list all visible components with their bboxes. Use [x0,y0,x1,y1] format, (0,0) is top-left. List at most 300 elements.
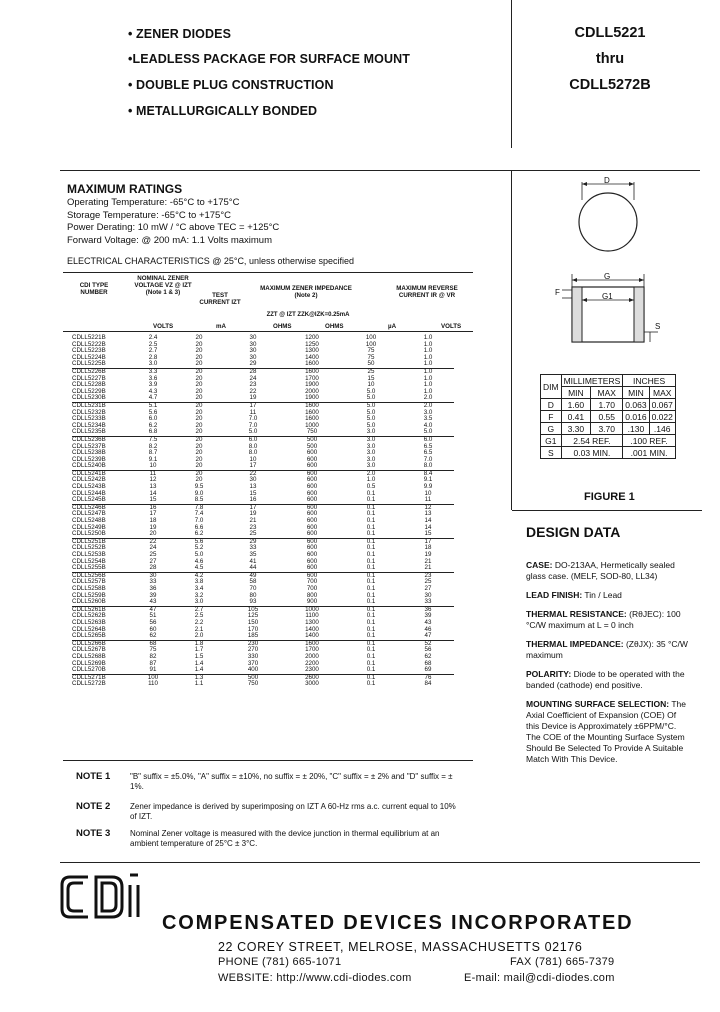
cell-value: 6.5 [423,449,433,457]
part-number: CDLL5224B [72,353,106,361]
part-number: CDLL5248B [72,517,106,525]
dim-cell: F [541,411,562,423]
cell-value: 9.1 [148,455,158,463]
cell-value: 47 [149,605,157,613]
cell-value: 2200 [305,659,319,667]
part-number: CDLL5222B [72,340,106,348]
rule-footer [60,862,700,863]
design-item-text: (RθJEC): 100 °C/W maximum at L = 0 inch [526,609,681,630]
design-item-text: Tin / Lead [584,590,622,600]
label-s: S [655,322,661,331]
cell-value: 600 [306,517,318,525]
cell-value: 230 [247,639,259,647]
cell-value: 20 [195,442,203,450]
cell-value: 9.5 [194,483,204,491]
label-f: F [555,288,560,297]
cell-value: 100 [365,334,377,341]
cell-value: 69 [424,666,432,674]
cell-value: 600 [306,544,318,552]
table-row [72,382,454,389]
cell-value: 2.7 [194,605,204,613]
cell-value: 29 [249,537,257,545]
cell-value: 15 [424,530,432,538]
cell-value: 0.1 [366,639,376,647]
part-number: CDLL5260B [72,598,106,606]
design-item-heading: CASE: [526,560,553,570]
cell-value: 1.0 [366,476,376,484]
hdr-current: TEST CURRENT IZT [199,292,241,306]
cell-value: 8.0 [248,442,258,450]
divider-top [511,0,512,148]
cell-value: 20 [195,455,203,463]
note3-text: Nominal Zener voltage is measured with the device junction in thermal equilibrium at an ambient temperature of 25°C ± 3°C. [130,829,440,848]
cell-value: 15 [367,374,375,382]
part-number: CDLL5262B [72,612,106,620]
design-item [526,609,691,631]
cell-value: 0.1 [366,551,376,558]
cell-value: 10 [249,455,257,463]
cell-value: 5.0 [366,394,376,402]
cell-value: 6.5 [423,442,433,450]
cell-value: 1.7 [194,646,204,654]
cell-value: 0.1 [366,598,376,606]
cell-value: 3.0 [148,360,158,368]
dim-cell: 0.55 [591,411,623,423]
hdr-impedance-sub: ZZT @ IZT ZZK@IZK=0.25mA [266,312,350,318]
cell-value: 5.0 [248,428,258,436]
cell-value: 1.5 [194,652,204,660]
cell-value: 44 [249,564,257,572]
cell-value: 14 [424,523,432,531]
cell-value: 3.5 [423,415,433,423]
cell-value: 80 [249,591,257,599]
cell-value: 68 [424,659,432,667]
dim-cell: 3.70 [591,423,623,435]
cell-value: 20 [195,387,203,395]
website[interactable]: WEBSITE: http://www.cdi-diodes.com [218,972,412,984]
design-item-text: (ZθJX): 35 °C/W maximum [526,639,688,660]
cell-value: 87 [149,659,157,667]
cell-value: 0.1 [366,618,376,626]
cell-value: 27 [424,584,432,592]
cell-value: 6.2 [194,530,204,538]
part-number: CDLL5272B [72,680,106,688]
cell-value: 500 [306,435,318,443]
cell-value: 1.4 [194,659,204,667]
table-row [72,579,454,586]
cell-value: 0.1 [366,632,376,640]
cell-value: 1.1 [194,680,204,688]
cell-value: 600 [306,523,318,531]
table-row [72,348,454,355]
cell-value: 1.0 [423,340,433,348]
dim-header: DIM [541,375,562,399]
cell-value: 1700 [305,374,319,382]
cell-value: 3.3 [148,367,158,375]
part-number: CDLL5249B [72,523,106,531]
table-row [72,376,454,383]
cell-value: 1600 [305,415,319,423]
cell-value: 0.1 [366,584,376,592]
cell-value: 22 [249,387,257,395]
hdr-type: CDI TYPE NUMBER [79,282,109,296]
part-number: CDLL5228B [72,381,106,389]
cell-value: 1300 [305,618,319,626]
cell-value: 0.1 [366,503,376,511]
cell-value: 1600 [305,401,319,409]
cell-value: 8.0 [248,449,258,457]
cell-value: 23 [249,381,257,389]
cell-value: 0.1 [366,496,376,504]
cell-value: 20 [195,415,203,423]
cell-value: 0.1 [366,530,376,538]
part-number: CDLL5258B [72,584,106,592]
cell-value: 30 [249,353,257,361]
dim-cell: .001 MIN. [623,447,676,459]
cell-value: 0.1 [366,537,376,545]
dim-row [541,411,676,423]
cell-value: 30 [149,571,157,579]
part-number: CDLL5229B [72,387,106,395]
cell-value: 84 [424,680,432,688]
mm-max: MAX [591,387,623,399]
cell-value: 3.6 [148,374,158,382]
cell-value: 20 [195,435,203,443]
cell-value: 900 [306,598,318,606]
cell-value: 39 [424,612,432,620]
cell-value: 41 [249,557,257,565]
cell-value: 2000 [305,387,319,395]
note1-label: NOTE 1 [76,771,111,782]
cell-value: 0.1 [366,517,376,525]
dim-row [541,447,676,459]
elec-table [72,335,454,688]
cell-value: 0.1 [366,571,376,579]
table-row [72,416,454,423]
cell-value: 20 [195,367,203,375]
cell-value: 15 [149,496,157,504]
cell-value: 33 [249,544,257,552]
cell-value: 20 [195,476,203,484]
cell-value: 25 [367,367,375,375]
cell-value: 1900 [305,394,319,402]
cell-value: 600 [306,537,318,545]
cell-value: 170 [247,625,259,633]
elec-table-wrap [72,335,472,688]
table-row [72,477,454,484]
table-units-rule [63,331,473,332]
cell-value: 20 [195,381,203,389]
cell-value: 1400 [305,632,319,640]
dim-table [540,374,676,459]
part-number: CDLL5264B [72,625,106,633]
cell-value: 2.1 [194,625,204,633]
cell-value: 9.9 [423,483,433,491]
cell-value: 2.8 [148,353,158,361]
cell-value: 21 [424,557,432,565]
cell-value: 17 [424,537,432,545]
cell-value: 600 [306,462,318,470]
cell-value: 68 [149,639,157,647]
rating-line: Forward Voltage: @ 200 mA: 1.1 Volts maximum [67,234,273,246]
divider-mid [511,170,512,510]
cell-value: 0.1 [366,666,376,674]
cell-value: 1600 [305,639,319,647]
cell-value: 43 [149,598,157,606]
cell-value: 0.1 [366,625,376,633]
mm-min: MIN [561,387,591,399]
cell-value: 8.4 [423,469,433,477]
label-g: G [604,272,611,281]
dim-cell: D [541,399,562,411]
cell-value: 56 [149,618,157,626]
cell-value: 600 [306,476,318,484]
rating-line: Power Derating: 10 mW / °C above TEC = +125°C [67,222,280,233]
cell-value: 51 [149,612,157,620]
cell-value: 60 [149,625,157,633]
table-row [72,423,454,430]
table-row [72,654,454,661]
rating-line: Operating Temperature: -65°C to +175°C [67,197,240,208]
cell-value: 23 [249,523,257,531]
cell-value: 600 [306,489,318,497]
cell-value: 23 [424,571,432,579]
table-row [72,497,454,504]
design-item [526,699,691,765]
cell-value: 330 [247,652,259,660]
table-row [72,355,454,362]
unit-ma: mA [216,323,226,330]
cell-value: 1400 [305,625,319,633]
part-number: CDLL5256B [72,571,106,579]
dim-cell: 0.022 [649,411,675,423]
cell-value: 28 [149,564,157,572]
cell-value: 600 [306,483,318,491]
cell-value: 6.0 [423,435,433,443]
dim-cell: 0.067 [649,399,675,411]
cell-value: 20 [195,449,203,457]
cell-value: 20 [195,469,203,477]
cell-value: 2000 [305,652,319,660]
cell-value: 600 [306,551,318,558]
part-number: CDLL5253B [72,551,106,558]
dim-row [541,399,676,411]
unit-ohms-zk: OHMS [325,323,344,330]
cell-value: 16 [149,503,157,511]
cell-value: 56 [424,646,432,654]
hdr-impedance: MAXIMUM ZENER IMPEDANCE (Note 2) [260,285,352,299]
table-bottom [63,760,473,761]
fax: FAX (781) 665-7379 [510,956,615,968]
cell-value: 1.0 [423,334,433,341]
cell-value: 19 [149,523,157,531]
cell-value: 58 [249,578,257,586]
cell-value: 29 [249,360,257,368]
table-row [72,620,454,627]
cell-value: 1.8 [194,639,204,647]
hdr-reverse: MAXIMUM REVERSE CURRENT IR @ VR [396,285,458,299]
cell-value: 2.7 [148,347,158,355]
figure-caption: FIGURE 1 [584,491,635,503]
cell-value: 600 [306,510,318,518]
cell-value: 1250 [305,340,319,348]
cell-value: 36 [149,584,157,592]
design-data-list [526,560,691,773]
design-data-title: DESIGN DATA [526,524,621,540]
table-row [72,613,454,620]
dim-row [541,435,676,447]
cell-value: 17 [249,401,257,409]
cell-value: 24 [249,374,257,382]
cell-value: 7.5 [148,435,158,443]
dim-cell: 3.30 [561,423,591,435]
cell-value: 19 [249,394,257,402]
part-number: CDLL5269B [72,659,106,667]
cell-value: 1400 [305,353,319,361]
cell-value: 750 [306,428,318,436]
table-row [72,410,454,417]
cell-value: 3.0 [194,598,204,606]
cell-value: 1.4 [194,666,204,674]
cell-value: 0.1 [366,578,376,586]
cell-value: 0.1 [366,680,376,688]
part-number: CDLL5245B [72,496,106,504]
cell-value: 4.0 [423,421,433,429]
cell-value: 24 [149,544,157,552]
table-row [72,572,454,579]
cell-value: 3.2 [194,591,204,599]
unit-ohms-zt: OHMS [273,323,292,330]
cell-value: 35 [249,551,257,558]
table-row [72,463,454,470]
cell-value: 76 [424,673,432,681]
dim-cell: 1.60 [561,399,591,411]
table-row [72,361,454,368]
cell-value: 1.0 [423,347,433,355]
cell-value: 16 [249,496,257,504]
cell-value: 2.0 [423,401,433,409]
table-row [72,342,454,349]
table-row [72,511,454,518]
cell-value: 3.0 [366,455,376,463]
feature-4: • METALLURGICALLY BONDED [128,104,318,118]
cell-value: 46 [424,625,432,633]
cell-value: 2.2 [194,618,204,626]
mm-header: MILLIMETERS [561,375,623,387]
cell-value: 0.1 [366,652,376,660]
table-row [72,545,454,552]
table-row [72,518,454,525]
cell-value: 3.0 [366,462,376,470]
cell-value: 17 [249,503,257,511]
table-top [63,272,473,273]
cell-value: 20 [195,408,203,416]
cell-value: 1600 [305,408,319,416]
cell-value: 20 [195,334,203,341]
cell-value: 5.2 [194,544,204,552]
cell-value: 5.0 [366,415,376,423]
cell-value: 4.2 [194,571,204,579]
cell-value: 14 [424,517,432,525]
cell-value: 25 [149,551,157,558]
cell-value: 5.0 [423,428,433,436]
cell-value: 5.6 [148,408,158,416]
cell-value: 1000 [305,605,319,613]
cell-value: 2.0 [366,469,376,477]
part-thru: thru [595,51,625,67]
address: 22 COREY STREET, MELROSE, MASSACHUSETTS 02176 [218,940,583,954]
table-row [72,389,454,396]
design-item-heading: THERMAL IMPEDANCE: [526,639,624,649]
part-number: CDLL5235B [72,428,106,436]
table-row [72,429,454,436]
unit-volts: VOLTS [153,323,174,330]
cell-value: 7.0 [194,517,204,525]
cell-value: 3.0 [423,408,433,416]
cell-value: 62 [424,652,432,660]
cell-value: 52 [424,639,432,647]
table-row [72,368,454,375]
table-row [72,667,454,674]
design-item-text: DO-213AA, Hermetically sealed glass case. (MELF, SOD-80, LL34) [526,560,675,581]
feature-1: • ZENER DIODES [128,27,232,41]
cell-value: 600 [306,530,318,538]
cell-value: 1.0 [423,374,433,382]
cell-value: 25 [424,578,432,586]
dim-table-wrap [540,374,676,459]
cell-value: 1700 [305,646,319,654]
email[interactable]: E-mail: mail@cdi-diodes.com [464,972,615,984]
cell-value: 12 [149,476,157,484]
cell-value: 1300 [305,347,319,355]
cell-value: 6.0 [248,435,258,443]
cell-value: 4.5 [194,564,204,572]
cell-value: 6.8 [148,428,158,436]
cell-value: 110 [148,680,158,688]
cell-value: 13 [249,483,257,491]
dim-cell: 0.03 MIN. [561,447,623,459]
cell-value: 270 [247,646,259,654]
table-row [72,470,454,477]
cell-value: 20 [195,462,203,470]
cell-value: 13 [149,483,157,491]
cell-value: 62 [149,632,157,640]
design-item-text: Diode to be operated with the banded (cathode) end positive. [526,669,685,690]
part-number: CDLL5225B [72,360,106,368]
part-number: CDLL5255B [72,564,106,572]
cell-value: 3.4 [194,584,204,592]
cell-value: 7.0 [423,455,433,463]
cell-value: 25 [249,530,257,538]
cell-value: 1600 [305,367,319,375]
cell-value: 125 [247,612,259,620]
table-row [72,593,454,600]
design-item [526,669,691,691]
cell-value: 600 [306,455,318,463]
cell-value: 1.3 [194,673,204,681]
table-row [72,450,454,457]
table-row [72,457,454,464]
cell-value: 19 [424,551,432,558]
table-row [72,599,454,606]
part-number: CDLL5257B [72,578,106,586]
part-number: CDLL5263B [72,618,106,626]
part-number: CDLL5226B [72,367,106,375]
cell-value: 750 [247,680,259,688]
dim-cell: 2.54 REF. [561,435,623,447]
cell-value: 14 [149,489,157,497]
part-number: CDLL5234B [72,421,106,429]
